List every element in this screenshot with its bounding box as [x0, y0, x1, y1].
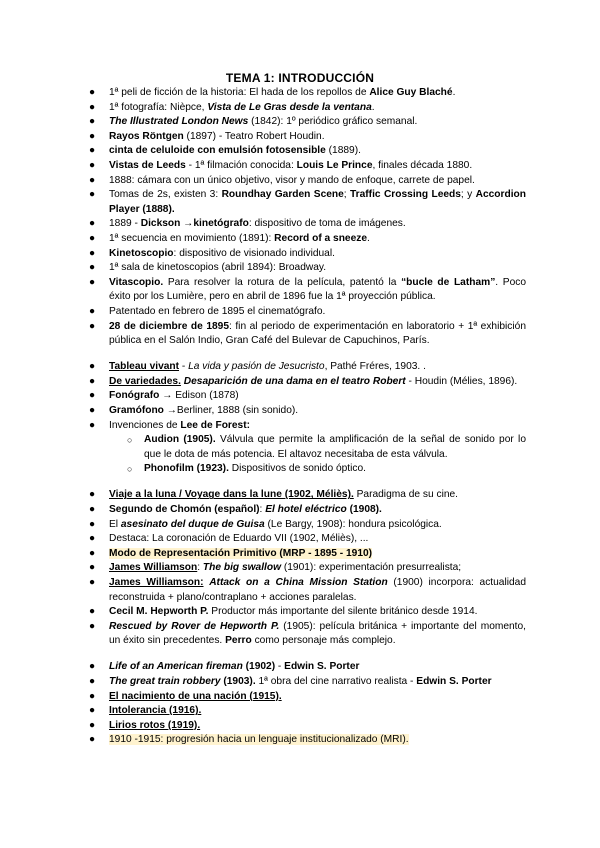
list-item [0, 719, 600, 734]
bullet-icon: ● [89, 504, 96, 516]
text-run: (1901): experimentación presurrealista; [281, 562, 462, 574]
bullet-icon: ● [89, 174, 96, 186]
item-text [109, 489, 458, 500]
bullet-icon: ● [89, 101, 96, 113]
text-run: Paradigma de su cine. [353, 489, 458, 501]
list-item [0, 144, 600, 159]
text-run: Destaca: La coronación de Eduardo VII (1902, Méliès), ... [109, 533, 369, 545]
item-text [109, 621, 526, 647]
text-run: (1889). [325, 145, 361, 157]
text-run: . Poco éxito por los Lumière, pero en abril de 1896 fue la 1ª proyección pública. [109, 276, 526, 303]
bullet-icon: ● [89, 404, 96, 416]
list-item [0, 488, 600, 503]
text-run: (1903). [223, 676, 256, 688]
bullet-icon: ● [89, 734, 96, 746]
item-text [109, 87, 455, 98]
bullet-icon: ● [89, 705, 96, 717]
text-run: : [259, 504, 266, 516]
item-text [144, 463, 366, 474]
highlighted-text [109, 548, 372, 559]
list-item [0, 232, 600, 247]
text-run: : [197, 562, 203, 574]
bullet-icon: ● [89, 547, 96, 559]
text-run: - Houdin (Mélies, 1896). [405, 375, 518, 387]
list-item [0, 404, 600, 419]
list-item [0, 532, 600, 547]
bullet-icon: ● [89, 361, 96, 373]
text-run: Life of an American fireman [109, 661, 243, 673]
text-run: Alice Guy Blaché [369, 87, 453, 98]
text-run: : dispositivo de toma de imágenes. [248, 218, 406, 230]
bullet-icon: ● [89, 661, 96, 673]
text-run: Rescued by Rover de Hepworth P. [109, 620, 280, 632]
list-item [0, 620, 600, 649]
text-run: Edwin S. Porter [284, 661, 360, 673]
text-run: Phonofilm (1923). [144, 463, 229, 475]
text-run: (1900) incorpora: actualidad reconstruida + plano/contraplano + acciones paralelas. [109, 577, 526, 603]
item-text [109, 175, 475, 186]
item-text [109, 262, 326, 273]
item-text [109, 218, 406, 229]
text-run: Rayos Röntgen [109, 130, 184, 142]
text-run: Vista de Le Gras desde la ventana [207, 101, 372, 113]
text-run: The Illustrated London News [109, 116, 249, 128]
list-item [0, 101, 600, 116]
text-run: Patentado en febrero de 1895 el cinematógrafo. [109, 305, 326, 317]
text-run: Edwin S. Porter [416, 676, 492, 688]
item-text [109, 405, 298, 416]
bullet-icon: ● [89, 518, 96, 530]
text-run: Tomas de 2s, existen 3: [109, 189, 222, 201]
section-gap [0, 349, 600, 361]
text-run: 1888: cámara con un único objetivo, visor y mando de enfoque, carrete de papel. [109, 174, 475, 186]
text-run: “bucle de Latham” [401, 276, 496, 288]
text-run: Vistas de Leeds [109, 159, 186, 171]
item-text [109, 248, 335, 259]
list-item [0, 174, 600, 189]
text-run: 1ª obra del cine narrativo realista - [255, 676, 417, 688]
text-run: Productor más importante del silente británico desde 1914. [208, 606, 478, 618]
text-run: Invenciones de [109, 419, 181, 431]
list-item [0, 159, 600, 174]
text-run: . [367, 232, 370, 244]
text-run: Accordion Player (1888). [109, 189, 526, 215]
text-run: James Williamson [109, 562, 198, 574]
list-item [0, 675, 600, 690]
item-text [109, 361, 426, 372]
item-text [109, 145, 361, 156]
text-run: Roundhay Garden Scene [221, 189, 344, 201]
text-run: → Edison (1878) [159, 390, 239, 402]
item-text [109, 562, 461, 573]
bullet-icon: ● [89, 232, 96, 244]
item-text [109, 116, 417, 127]
text-run: asesinato del duque de Guisa [120, 518, 265, 530]
list-item [0, 375, 600, 390]
text-run: 1ª secuencia en movimiento (1891): [109, 232, 275, 244]
bullet-icon: ● [89, 159, 96, 171]
bullet-icon: ● [89, 247, 96, 259]
text-run: Dickson →kinetógrafo [140, 218, 249, 230]
bullet-icon: ● [89, 606, 96, 618]
list-item [0, 276, 600, 305]
text-run: ; y [460, 189, 476, 201]
text-run: Modo de Representación Primitivo (MRP - 1895 - 1910) [109, 547, 373, 559]
sub-list-item [0, 462, 600, 477]
text-run: ; [343, 189, 350, 201]
bullet-icon: ● [89, 577, 96, 588]
bullet-icon: ● [89, 145, 96, 157]
text-run: Lee de Forest: [180, 419, 251, 431]
bullet-icon: ● [89, 320, 96, 332]
text-run: 1889 - [109, 218, 141, 230]
bullet-icon: ● [89, 189, 96, 201]
list-item [0, 115, 600, 130]
text-run: . [371, 101, 375, 113]
bullet-icon: ● [89, 719, 96, 731]
text-run: 1910 -1915: progresión hacia un lenguaje institucionalizado (MRI). [109, 734, 409, 746]
list-item [0, 247, 600, 262]
text-run: Gramófono [109, 404, 164, 416]
text-run: , finales década 1880. [372, 159, 473, 171]
text-run: Kinetoscopio [109, 247, 174, 259]
bullet-icon: ● [89, 489, 96, 501]
bullet-icon: ● [89, 262, 96, 274]
bullet-icon: ● [89, 130, 96, 142]
list-item [0, 690, 600, 705]
text-run: cinta de celuloide con emulsión fotosensible [109, 145, 326, 157]
text-run: Lirios rotos (1919). [109, 719, 201, 731]
text-run: (1908). [349, 504, 382, 516]
bullet-icon: ● [89, 676, 96, 688]
text-run: (1897) - Teatro Robert Houdin. [183, 130, 325, 142]
list-item [0, 660, 600, 675]
text-run: : fin al periodo de experimentación en laboratorio + 1ª exhibición pública en el Salón Indio, Gran Café del Bulevar de Capuchinos, París. [109, 320, 526, 347]
text-run: James Williamson: [109, 577, 204, 588]
item-text [109, 306, 325, 317]
text-run: Fonógrafo [109, 390, 160, 402]
item-text [144, 434, 526, 460]
list-item [0, 217, 600, 232]
text-run: - [275, 661, 285, 673]
text-run: : dispositivo de visionado individual. [173, 247, 335, 259]
text-run: Intolerancia (1916). [109, 705, 202, 717]
text-run: Cecil M. Hepworth P. [109, 606, 209, 618]
bullet-icon: ● [89, 533, 96, 545]
list-item [0, 261, 600, 276]
text-run: El nacimiento de una nación (1915). [109, 690, 282, 702]
list-item [0, 320, 600, 349]
item-text [109, 676, 492, 687]
section-gap [0, 649, 600, 661]
list-item [0, 360, 600, 375]
bullet-icon: ● [89, 419, 96, 431]
item-text [109, 519, 442, 530]
text-run: Audion (1905). [144, 434, 216, 446]
item-text [109, 577, 526, 603]
highlighted-text [109, 734, 409, 745]
bullet-icon: ● [89, 116, 96, 128]
text-run: 1ª fotografía: Nièpce, [109, 101, 208, 113]
list-item [0, 576, 600, 605]
bullet-icon: ● [89, 562, 96, 574]
bullet-icon: ● [89, 375, 96, 387]
item-text [109, 504, 382, 515]
text-run: 1ª peli de ficción de la historia: El hada de los repollos de [109, 87, 370, 98]
list-item [0, 389, 600, 404]
list-item [0, 561, 600, 576]
text-run: Louis Le Prince [296, 159, 373, 171]
text-run: Perro [225, 635, 252, 647]
text-run: 28 de diciembre de 1895 [109, 320, 229, 332]
text-run: Para resolver la rotura de la película, patentó la [163, 276, 402, 288]
bullet-icon: ● [89, 620, 96, 632]
item-text [109, 661, 359, 672]
text-run: 1ª sala de kinetoscopios (abril 1894): Broadway. [109, 262, 327, 274]
item-text [109, 277, 526, 303]
item-text [109, 533, 368, 544]
item-text [109, 390, 239, 401]
item-text [109, 160, 472, 171]
list-item [0, 130, 600, 145]
item-text [109, 321, 526, 347]
list-item [0, 518, 600, 533]
bullet-list [0, 86, 600, 748]
text-run: como personaje más complejo. [251, 635, 396, 647]
text-run: Attack on a China Mission Station [209, 577, 388, 588]
item-text [109, 720, 200, 731]
text-run: Viaje a la luna / Voyage dans la lune (1902, Méliès). [109, 489, 354, 501]
text-run: The great train robbery [109, 676, 221, 688]
text-run: (1905): película británica + importante del momento, un éxito sin precedentes. [109, 620, 527, 647]
text-run: . [452, 87, 456, 98]
text-run: Tableau vivant [109, 361, 180, 373]
text-run: (1902) [245, 661, 276, 673]
text-run: De variedades. [109, 375, 181, 387]
text-run: (Le Bargy, 1908): hondura psicológica. [264, 518, 442, 530]
text-run: →Berliner, 1888 (sin sonido). [163, 404, 299, 416]
text-run: Vitascopio. [109, 276, 164, 288]
text-run: - [179, 361, 189, 373]
text-run: Dispositivos de sonido óptico. [228, 463, 366, 475]
text-run: The big swallow [202, 562, 282, 574]
item-text [109, 102, 375, 113]
bullet-icon: ● [89, 218, 96, 230]
text-run: Traffic Crossing Leeds [350, 189, 461, 201]
list-item [0, 503, 600, 518]
bullet-icon: ● [89, 87, 96, 98]
text-run: , Pathé Fréres, 1903. . [324, 361, 426, 373]
text-run: Segundo de Chomón (español) [109, 504, 260, 516]
item-text [109, 376, 517, 387]
item-text [109, 131, 325, 142]
text-run: (1842): 1º periódico gráfico semanal. [248, 116, 418, 128]
list-item [0, 188, 600, 217]
list-item [0, 605, 600, 620]
list-item [0, 86, 600, 101]
list-item [0, 704, 600, 719]
sub-list-item [0, 433, 600, 462]
item-text [109, 705, 201, 716]
text-run: La vida y pasión de Jesucristo [188, 361, 325, 373]
text-run: El [109, 518, 121, 530]
bullet-icon: ● [89, 305, 96, 317]
item-text [109, 606, 477, 617]
text-run: - 1ª filmación conocida: [185, 159, 297, 171]
item-text [109, 189, 526, 215]
list-item [0, 419, 600, 434]
item-text [109, 420, 250, 431]
text-run: El hotel eléctrico [265, 504, 347, 516]
item-text [109, 691, 282, 702]
list-item [0, 547, 600, 562]
bullet-icon: ● [89, 276, 96, 288]
hollow-bullet-icon: ○ [127, 464, 133, 475]
item-text [109, 233, 370, 244]
text-run: Desaparición de una dama en el teatro Robert [183, 375, 406, 387]
hollow-bullet-icon: ○ [127, 435, 133, 446]
section-gap [0, 477, 600, 489]
text-run: Válvula que permite la amplificación de la señal de sonido por lo que le dota de más potencia. El altavoz necesitaba de esta válvula. [144, 434, 526, 460]
page-title: TEMA 1: INTRODUCCIÓN [225, 71, 375, 85]
list-item [0, 733, 600, 748]
text-run: Record of a sneeze [274, 232, 368, 244]
bullet-icon: ● [89, 390, 96, 402]
list-item [0, 305, 600, 320]
bullet-icon: ● [89, 690, 96, 702]
